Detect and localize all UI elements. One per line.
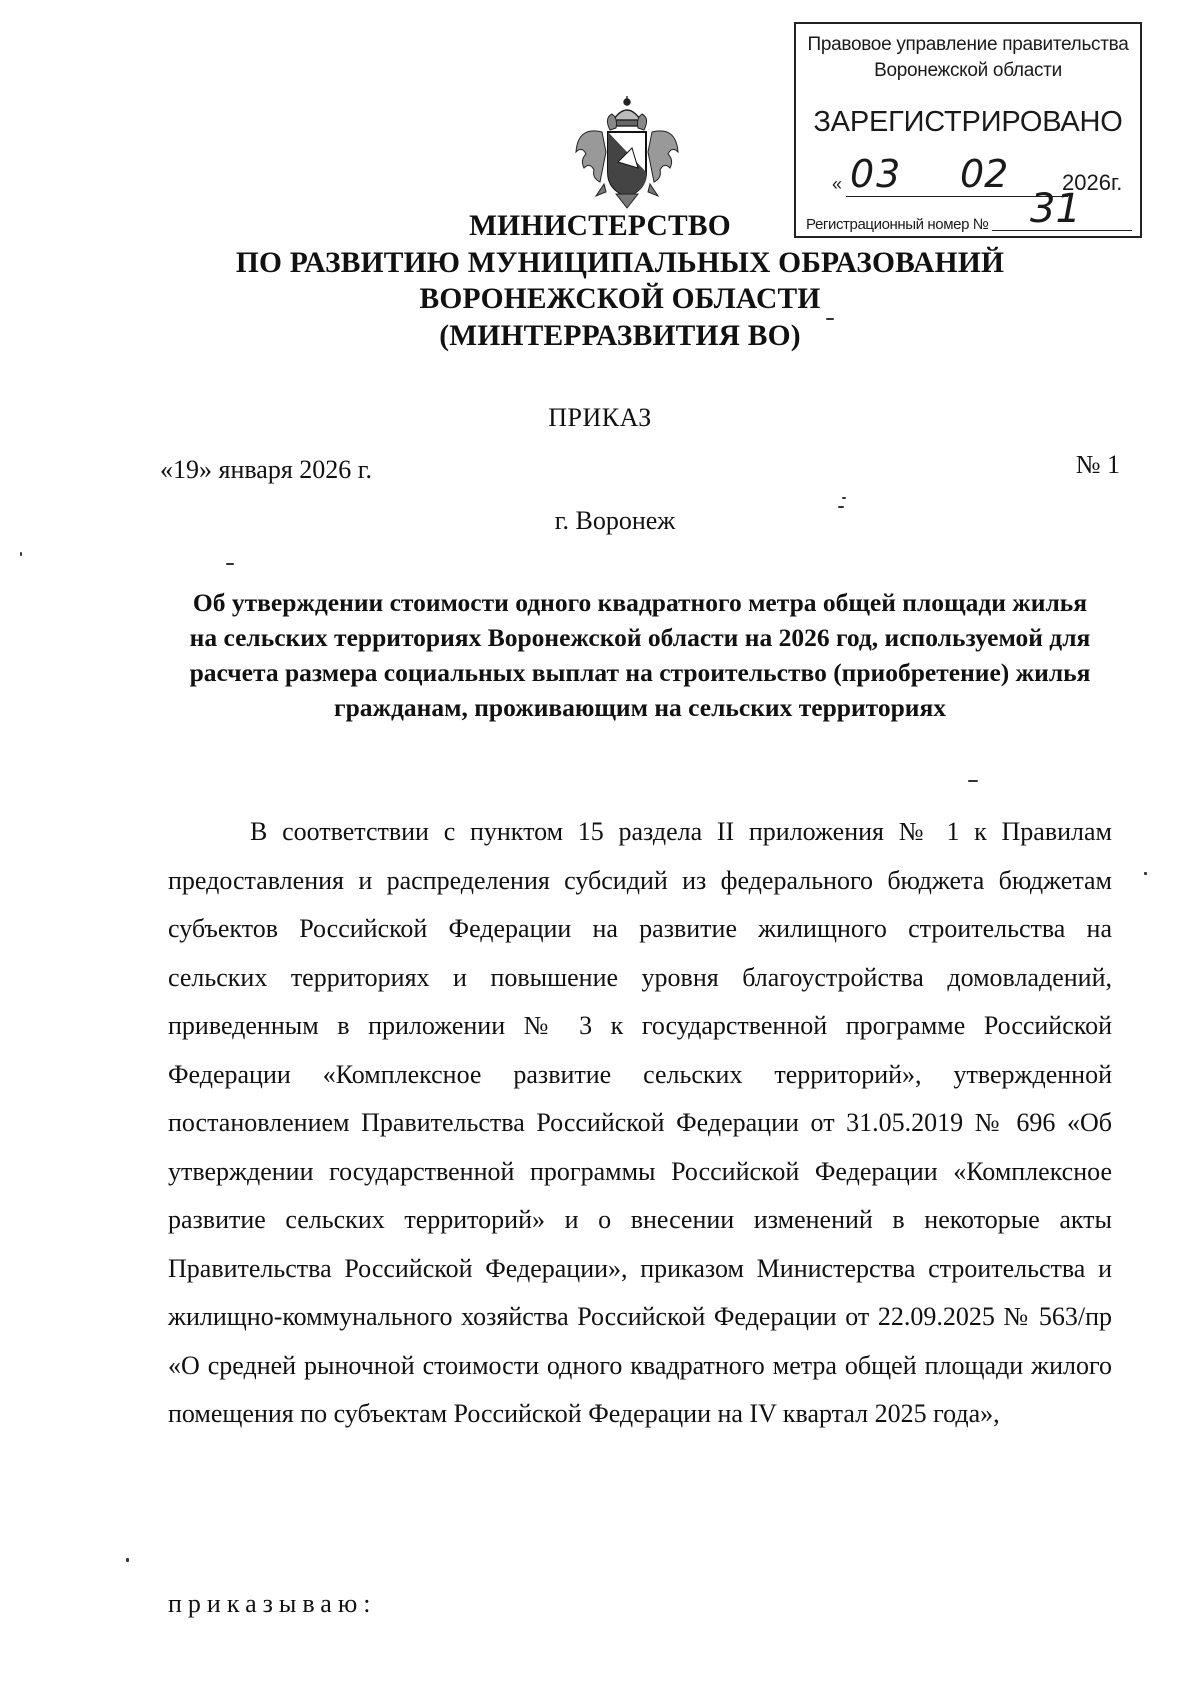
stamp-authority-line2: Воронежской области (874, 60, 1062, 81)
stamp-date (832, 152, 1132, 198)
scan-speck (1144, 872, 1147, 875)
body-paragraph (168, 808, 1112, 1439)
order-subject: Об утверждении стоимости одного квадратного метра общей площади жилья на сельских территориях Воронежской области на 2026 год, используемой для расчета размера социальных выплат на строительство (приобретение) жилья гражданам, проживающим на сельских территориях (189, 588, 1091, 722)
order-city: г. Воронеж (554, 506, 676, 535)
ministry-title: МИНИСТЕРСТВО (469, 210, 731, 242)
stamp-date-month: 02 (960, 152, 1009, 196)
scan-speck (842, 497, 846, 499)
scan-speck (20, 552, 22, 556)
stamp-reg-label: Регистрационный номер № (806, 216, 989, 233)
order-title: ПРИКАЗ (548, 403, 652, 432)
stamp-date-day: 03 (850, 152, 903, 196)
order-number: № 1 (1075, 450, 1120, 479)
decree-word: приказываю: (168, 1589, 377, 1618)
body-text: В соответствии с пунктом 15 раздела II приложения № 1 к Правилам предоставления и распределения субсидий из федерального бюджета бюджетам субъектов Российской Федерации на развитие жилищного строительства на сельских территориях и повышение уровня благоустройства домовладений, приведенным в приложении № 3 к государственной программе Российской Федерации «Комплексное развитие сельских территорий», утвержденной постановлением Правительства Российской Федерации от 31.05.2019 № 696 «Об утверждении государственной программы Российской Федерации «Комплексное развитие сельских территорий» и о внесении изменений в некоторые акты Правительства Российской Федерации», приказом Министерства строительства и жилищно-коммунального хозяйства Российской Федерации от 22.09.2025 № 563/пр «О средней рыночной стоимости одного квадратного метра общей площади жилого помещения по субъектам Российской Федерации на IV квартал 2025 года», (168, 817, 1112, 1428)
stamp-date-year: 2026г. (1062, 170, 1123, 195)
scan-speck (226, 563, 234, 565)
ministry-name-line2: ПО РАЗВИТИЮ МУНИЦИПАЛЬНЫХ ОБРАЗОВАНИЙ (235, 247, 1005, 279)
ministry-name-line3: ВОРОНЕЖСКОЙ ОБЛАСТИ (419, 283, 821, 315)
scan-speck (838, 506, 844, 508)
ministry-abbreviation: (МИНТЕРРАЗВИТИЯ ВО) (439, 320, 801, 352)
coat-of-arms-icon (572, 92, 682, 210)
registration-stamp (794, 22, 1142, 238)
stamp-reg-underline (992, 230, 1132, 231)
stamp-reg-number: 31 (1030, 186, 1081, 232)
scan-speck (126, 1558, 129, 1562)
order-date: «19» января 2026 г. (160, 455, 373, 484)
scan-speck (826, 318, 834, 320)
stamp-status: ЗАРЕГИСТРИРОВАНО (813, 106, 1123, 138)
stamp-date-quote: « (832, 174, 843, 194)
scan-speck (968, 780, 978, 782)
stamp-authority-line1: Правовое управление правительства (807, 34, 1129, 55)
